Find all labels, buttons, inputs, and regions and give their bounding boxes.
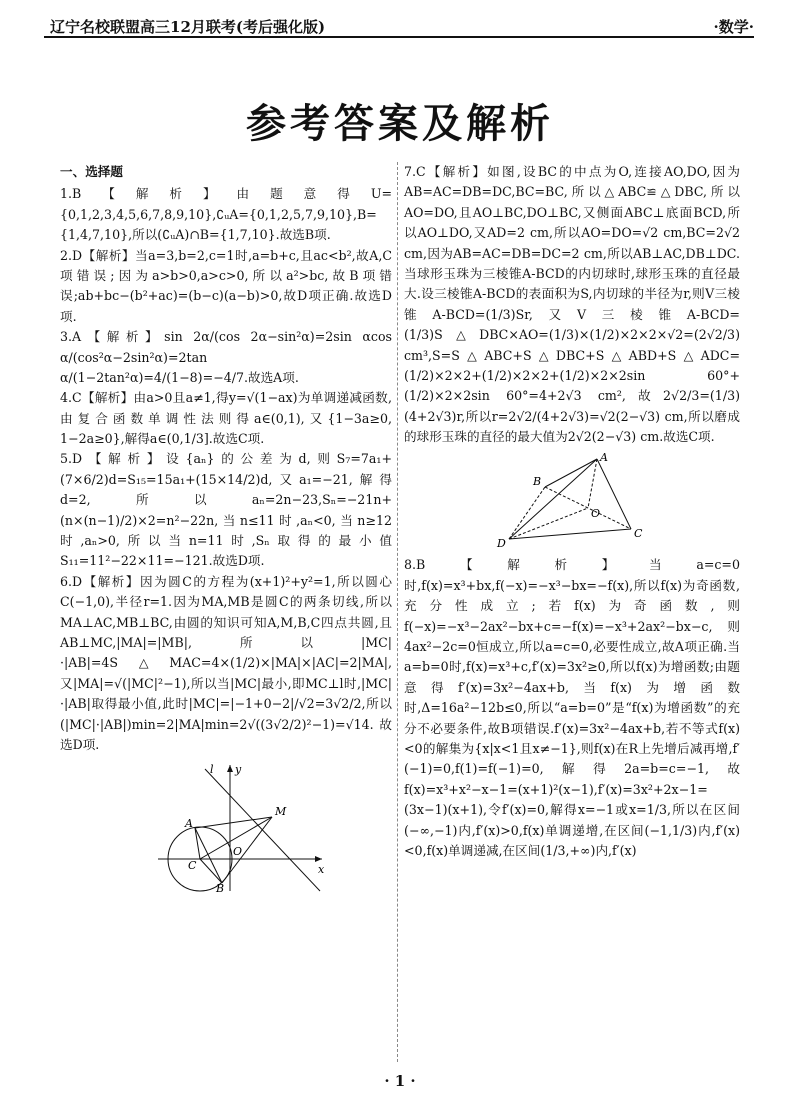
- label-C: C: [188, 859, 197, 873]
- label-A: A: [185, 817, 193, 831]
- left-column: [60, 162, 392, 898]
- header-subject: ·数学·: [713, 18, 754, 36]
- label-B: B: [216, 882, 225, 895]
- circle-tangent-figure: [60, 759, 392, 894]
- page-title: 参考答案及解析: [246, 101, 554, 147]
- label-y: y: [235, 763, 242, 777]
- answer-8: 8.B【解析】当a=c=0时,f(x)=x³+bx,f(−x)=−x³−bx=−f(x),所以f(x)为奇函数,充分性成立;若f(x)为奇函数,则f(−x)=−x³−2ax²−bx+c=−f(x)=−x³+2ax²−bx−c,则4ax²−2c=0恒成立,所以a=c=0,必要性成立,故A项正确.当a=b=0时,f(x)=x³+c,f′(x)=3x²≥0,所以f(x)为增函数;由题意得f′(x)=3x²−4ax+b,当f(x)为增函数时,Δ=16a²−12b≤0,所以“a=b=0”是“f(x)为增函数”的充分不必要条件,故B项错误.f′(x)=3x²−4ax+b,若不等式f(x)<0的解集为{x|x<1且x≠−1},则f(x)在R上先增后减再增,f′(−1)=0,f(1)=f(−1)=0,解得2a=b=c=−1,故f(x)=x³+x²−x−1=(x+1)²(x−1),f′(x)=3x²+2x−1=(3x−1)(x+1),令f′(x)=0,解得x=−1或x=1/3,所以在区间(−∞,−1)内,f′(x)>0,f(x)单调递增,在区间(−1,1/3)内,f′(x)<0,f(x)单调递减,在区间(1/3,+∞)内,f′(x): [404, 557, 740, 858]
- label-M: M: [275, 805, 287, 819]
- answer-5: 5.D【解析】设{aₙ}的公差为d,则S₇=7a₁+(7×6/2)d=S₁₅=15a₁+(15×14/2)d,又a₁=−21,解得d=2,所以aₙ=2n−23,Sₙ=−21n+(n×(n−1)/2)×2=n²−22n,当n≤11时,aₙ<0,当n≥12时,aₙ>0,所以当n=11时,Sₙ取得的最小值S₁₁=11²−22×11=−121.故选D项.: [60, 451, 392, 569]
- page-number: · 1 ·: [384, 1072, 416, 1090]
- header-exam-name: 辽宁名校联盟高三12月联考(考后强化版): [50, 18, 326, 36]
- answer-1: 1.B【解析】由题意得U={0,1,2,3,4,5,6,7,8,9,10},∁ᵤA={0,1,2,5,7,9,10},B={1,4,7,10},所以(∁ᵤA)∩B={1,7,10}.故选B项.: [60, 186, 392, 243]
- label-B: B: [533, 475, 542, 489]
- label-C: C: [634, 527, 643, 541]
- label-x: x: [318, 863, 325, 877]
- page-header: [44, 14, 754, 38]
- answer-6: 6.D【解析】因为圆C的方程为(x+1)²+y²=1,所以圆心C(−1,0),半径r=1.因为MA,MB是圆C的两条切线,所以MA⊥AC,MB⊥BC,由圆的知识可知A,M,B,C四点共圆,且AB⊥MC,|MA|=|MB|,所以|MC|·|AB|=4S△MAC=4×(1/2)×|MA|×|AC|=2|MA|,又|MA|=√(|MC|²−1),所以当|MC|最小,即MC⊥l时,|MC|·|AB|取得最小值,此时|MC|=|−1+0−2|/√2=3√2/2,所以(|MC|·|AB|)min=2|MA|min=2√((3√2/2)²−1)=√14.故选D项.: [60, 573, 392, 752]
- label-O: O: [591, 507, 601, 521]
- answer-3: 3.A【解析】sin 2α/(cos 2α−sin²α)=2sin αcos α/(cos²α−2sin²α)=2tan α/(1−2tan²α)=4/(1−8)=−4/7.故选A项.: [60, 329, 392, 385]
- answer-7: 7.C【解析】如图,设BC的中点为O,连接AO,DO,因为AB=AC=DB=DC,BC=BC,所以△ABC≌△DBC,所以AO=DO,且AO⊥BC,DO⊥BC,又侧面ABC⊥底面BCD,所以AO⊥DO,又AD=2 cm,所以AO=DO=√2 cm,BC=2√2 cm,因为AB=AC=DB=DC=2 cm,所以AB⊥AC,DB⊥DC.当球形玉珠为三棱锥A-BCD的内切球时,球形玉珠的直径最大.设三棱锥A-BCD的表面积为S,内切球的半径为r,则V三棱锥A-BCD=(1/3)Sr,又V三棱锥A-BCD=(1/3)S△DBC×AO=(1/3)×(1/2)×2×2×√2=(2√2/3) cm³,S=S△ABC+S△DBC+S△ABD+S△ADC=(1/2)×2×2+(1/2)×2×2+(1/2)×2×2sin 60°+(1/2)×2×2sin 60°=4+2√3 cm²,故2√2/3=(1/3)(4+2√3)r,所以r=2√2/(4+2√3)=√2(2−√3) cm,所以磨成的球形玉珠的直径的最大值为2√2(2−√3) cm.故选C项.: [404, 164, 740, 445]
- answer-4: 4.C【解析】由a>0且a≠1,得y=√(1−ax)为单调递减函数,由复合函数单调性法则得a∈(0,1),又{1−3a≥0, 1−2a≥0},解得a∈(0,1/3].故选C项.: [60, 390, 392, 447]
- label-O: O: [233, 845, 243, 859]
- right-column: [404, 162, 740, 861]
- label-D: D: [497, 537, 506, 551]
- section-heading: 一、选择题: [60, 164, 123, 179]
- pyramid-figure: [404, 451, 740, 551]
- column-divider: [397, 162, 398, 1062]
- label-A: A: [600, 451, 608, 465]
- label-l: l: [210, 763, 214, 777]
- answer-2: 2.D【解析】当a=3,b=2,c=1时,a=b+c,且ac<b²,故A,C项错误;因为a>b>0,a>c>0,所以a²>bc,故B项错误;ab+bc−(b²+ac)=(b−c)(a−b)>0,故D项正确.故选D项.: [60, 247, 392, 324]
